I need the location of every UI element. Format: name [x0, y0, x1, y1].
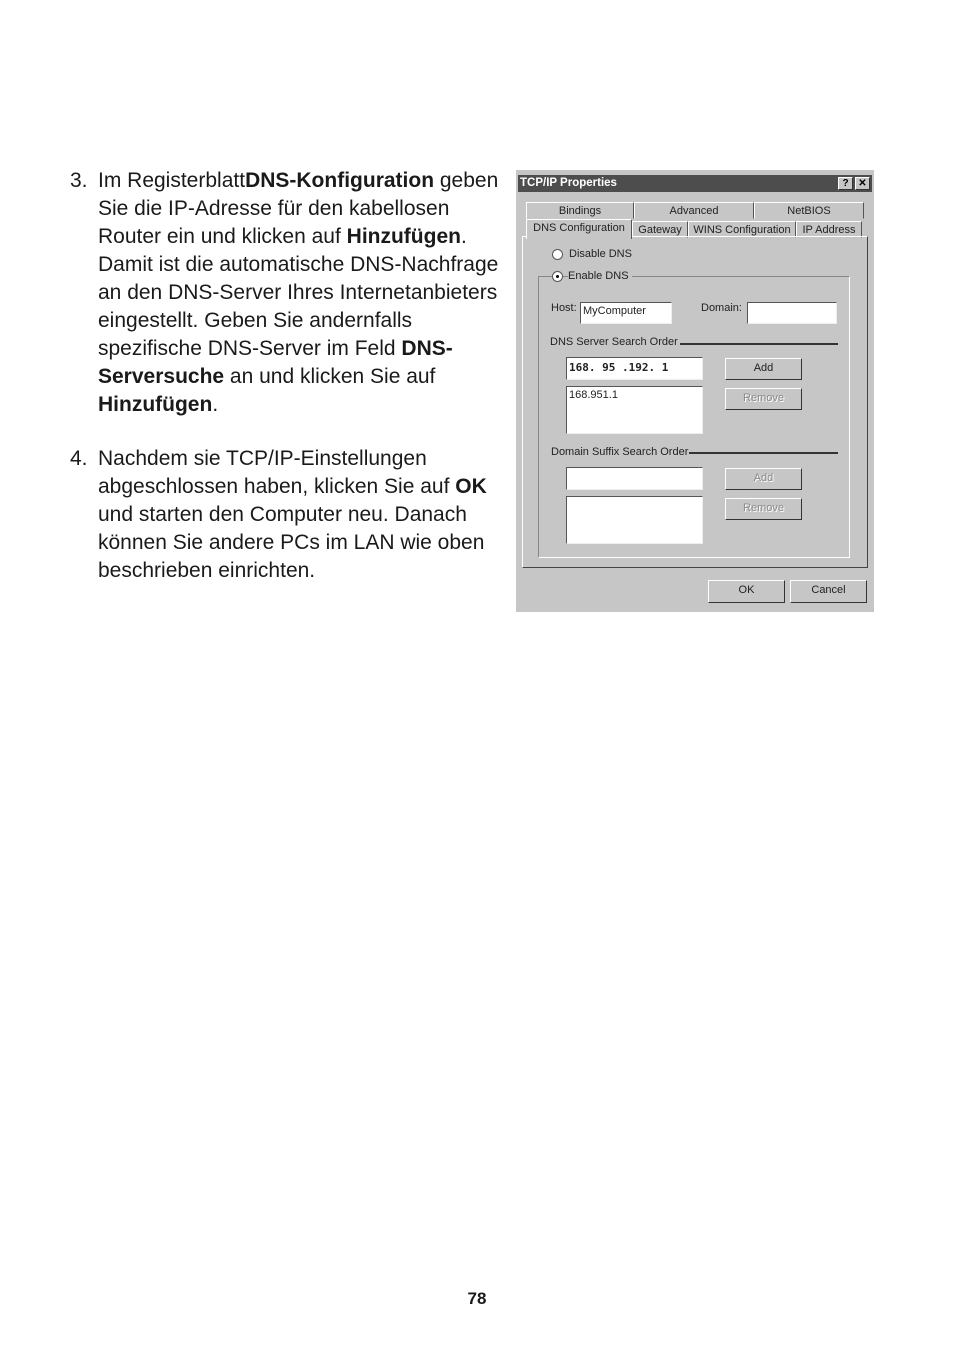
- text-run: . Damit ist die automatische DNS-Nachfrage an den DNS-Server Ihres Internetanbieters eingestellt. Geben Sie andernfalls spezifische DNS-Server im Feld: [98, 225, 499, 360]
- dialog-title: TCP/IP Properties: [520, 177, 617, 189]
- close-icon[interactable]: ✕: [855, 177, 870, 190]
- dns-server-list-item[interactable]: 168.951.1: [569, 389, 618, 401]
- page-number: 78: [467, 1289, 487, 1308]
- text-run: .: [212, 393, 219, 416]
- domain-suffix-input[interactable]: [566, 467, 703, 490]
- step-number: 3.: [70, 169, 88, 192]
- tab-netbios[interactable]: NetBIOS: [754, 202, 864, 219]
- host-label: Host:: [551, 302, 577, 314]
- domain-field[interactable]: [747, 302, 837, 324]
- tab-ip-address[interactable]: IP Address: [796, 221, 862, 238]
- bold-term: Hinzufügen: [98, 393, 213, 416]
- text-run: Nachdem sie TCP/IP-Einstellungen abgeschlossen haben, klicken Sie auf: [98, 447, 456, 498]
- dns-server-input[interactable]: 168. 95 .192. 1: [566, 357, 703, 380]
- bold-term: OK: [455, 475, 487, 498]
- step-3: [70, 167, 510, 419]
- tcpip-properties-dialog: [516, 170, 874, 612]
- divider: [689, 452, 838, 454]
- tab-wins-configuration[interactable]: WINS Configuration: [688, 221, 796, 238]
- dns-server-search-order-label: DNS Server Search Order: [550, 336, 678, 348]
- bold-term: Hinzufügen: [346, 225, 461, 248]
- step-3-text: [98, 167, 510, 419]
- tab-bindings[interactable]: Bindings: [526, 202, 634, 219]
- domain-suffix-search-order-label: Domain Suffix Search Order: [551, 446, 689, 458]
- ok-button[interactable]: OK: [708, 580, 785, 603]
- tab-gateway[interactable]: Gateway: [632, 221, 688, 238]
- step-number: 4.: [70, 447, 88, 470]
- cancel-button[interactable]: Cancel: [790, 580, 867, 603]
- tab-advanced[interactable]: Advanced: [634, 202, 754, 219]
- text-run: geben Sie die IP-Adresse für den kabellosen Router ein und klicken auf: [98, 169, 499, 248]
- title-bar: [518, 175, 872, 192]
- divider: [680, 343, 838, 345]
- text-run: an und klicken Sie auf: [224, 365, 436, 388]
- step-4-text: [98, 445, 510, 585]
- disable-dns-radio[interactable]: [552, 249, 563, 260]
- help-button[interactable]: ?: [838, 177, 853, 190]
- remove-dns-button[interactable]: Remove: [725, 388, 802, 410]
- host-field[interactable]: MyComputer: [580, 302, 672, 324]
- domain-suffix-list[interactable]: [566, 496, 703, 544]
- bold-term: DNS-Serversuche: [98, 337, 453, 388]
- enable-dns-label: Enable DNS: [568, 270, 632, 282]
- step-4: [70, 445, 510, 585]
- text-run: Im Registerblatt: [98, 169, 246, 192]
- tab-dns-configuration[interactable]: DNS Configuration: [526, 219, 632, 239]
- text-run: und starten den Computer neu. Danach können Sie andere PCs im LAN wie oben beschrieben einrichten.: [98, 503, 485, 582]
- domain-label: Domain:: [701, 302, 742, 314]
- bold-term: DNS-Konfiguration: [245, 169, 435, 192]
- enable-dns-radio[interactable]: [552, 271, 563, 282]
- dns-server-list[interactable]: [566, 386, 703, 434]
- remove-suffix-button[interactable]: Remove: [725, 498, 802, 520]
- disable-dns-label: Disable DNS: [569, 248, 632, 260]
- add-suffix-button[interactable]: Add: [725, 468, 802, 490]
- add-dns-button[interactable]: Add: [725, 358, 802, 380]
